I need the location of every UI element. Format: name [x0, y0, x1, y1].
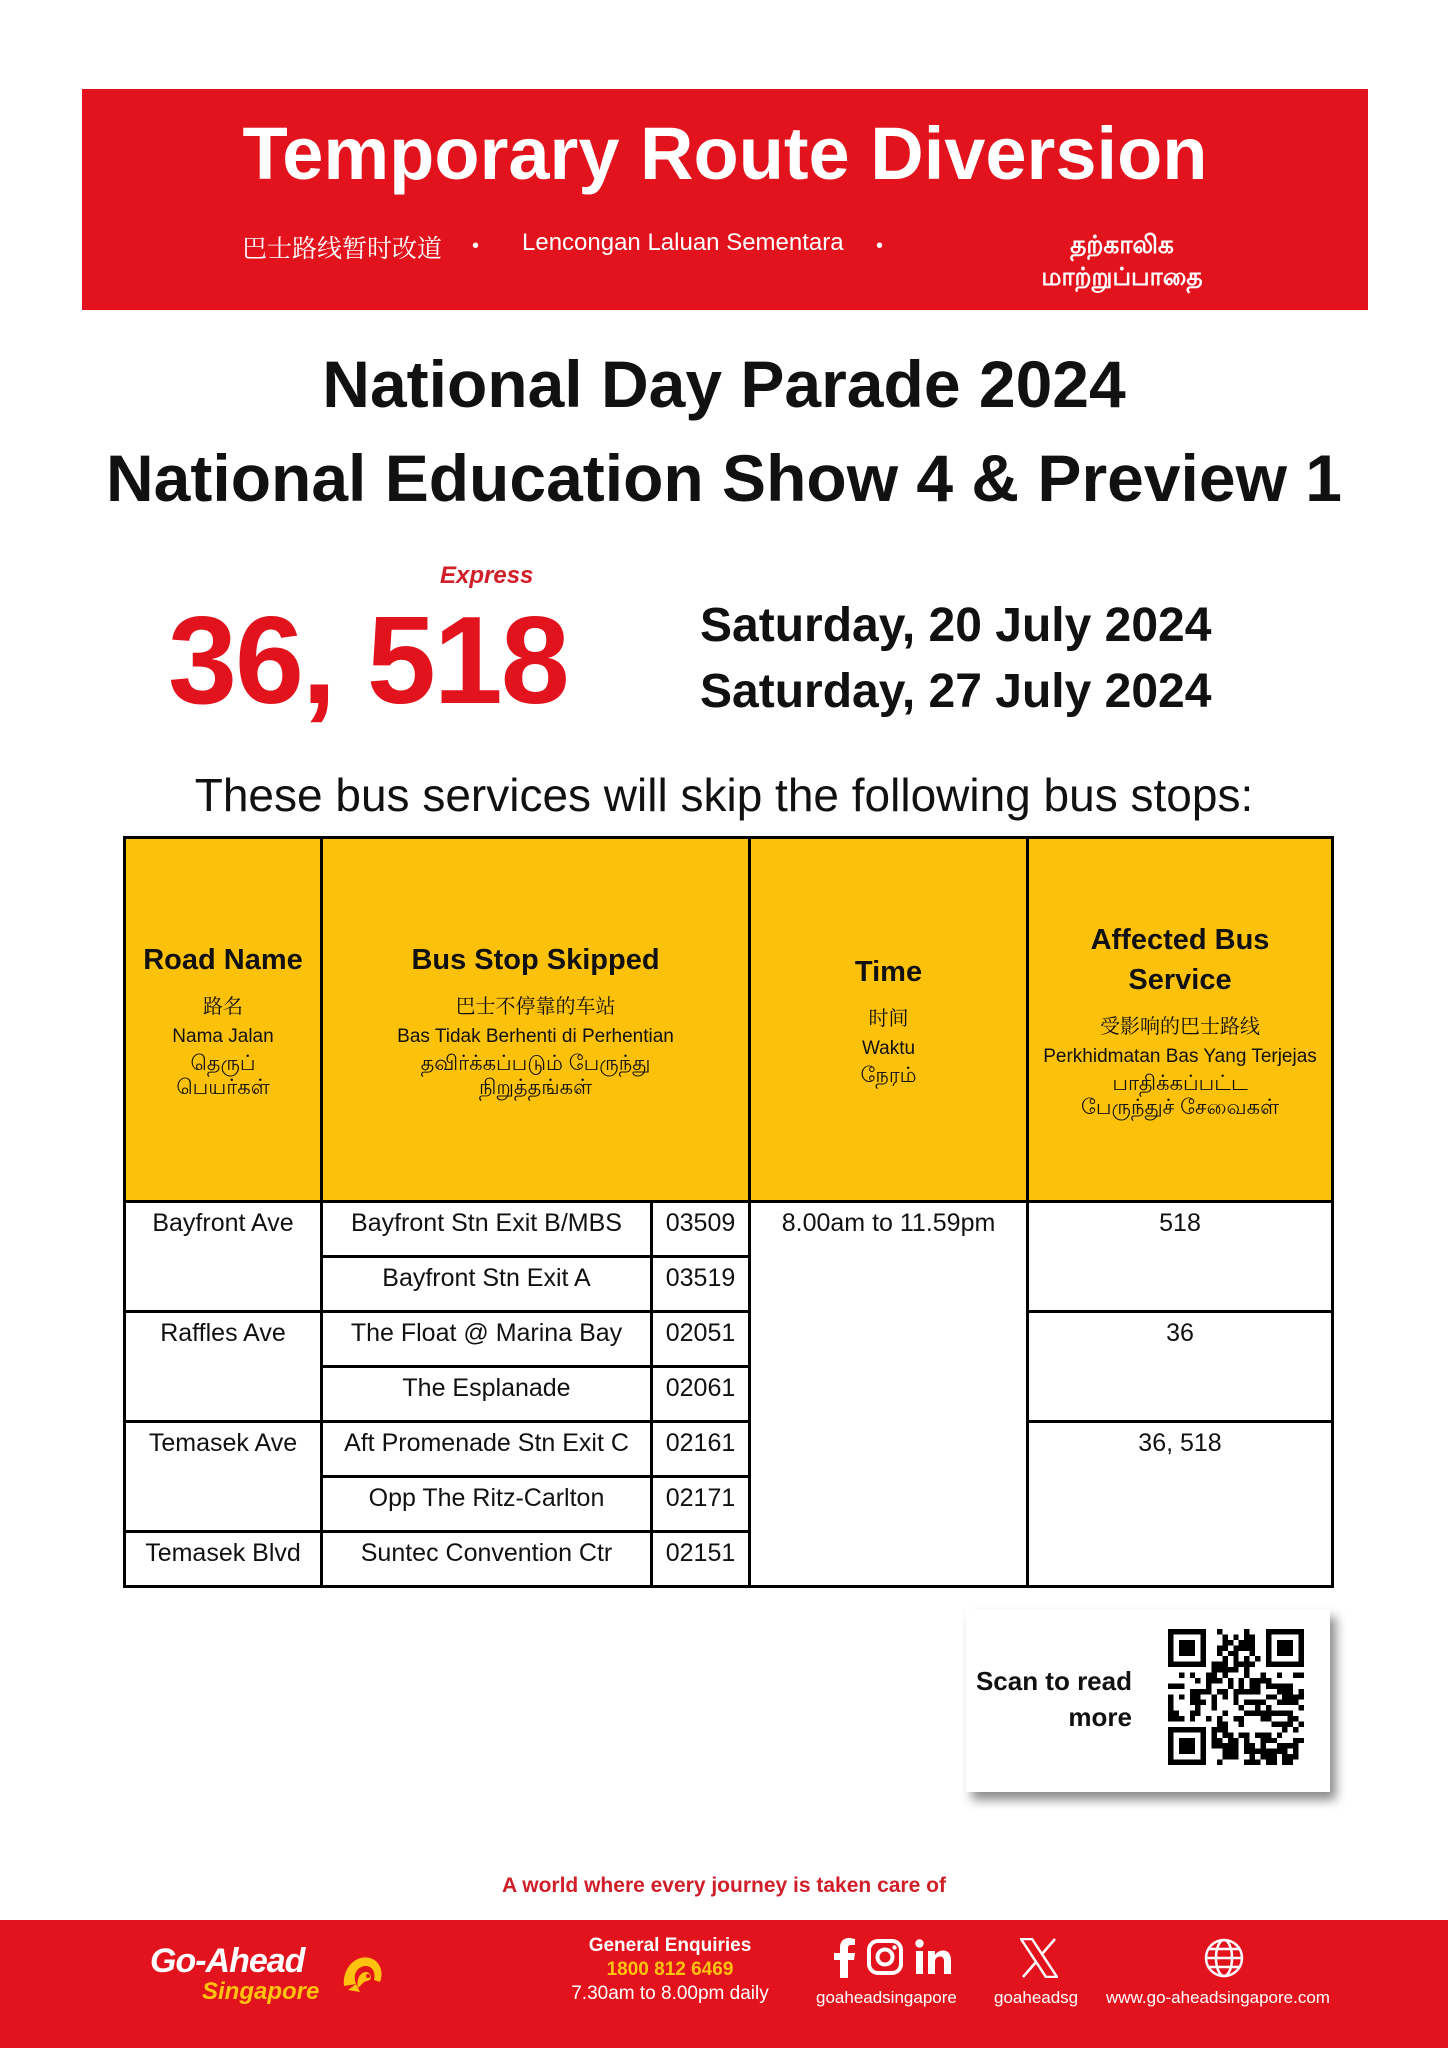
header-stop-ta1: தவிர்க்கப்படும் பேருந்து [420, 1051, 651, 1075]
banner-tamil-line1: தற்காலிக [1070, 231, 1174, 259]
road-cell: Bayfront Ave [125, 1202, 322, 1312]
header-road-zh: 路名 [203, 995, 243, 1018]
road-cell: Raffles Ave [125, 1312, 322, 1422]
service-numbers: 36, 518 [168, 592, 568, 730]
stop-code-cell: 03509 [652, 1202, 750, 1257]
qr-caption-line1: Scan to read [975, 1666, 1132, 1696]
header-road-ta2: பெயர்கள் [176, 1075, 270, 1099]
lion-logo-icon [334, 1946, 390, 2002]
header-time [750, 838, 1028, 1202]
logo-subtext: Singapore [202, 1978, 320, 2005]
header-service-ta1: பாதிக்கப்பட்ட [1112, 1071, 1248, 1095]
x-handle[interactable]: goaheadsg [994, 1988, 1079, 2007]
stop-name-cell: Aft Promenade Stn Exit C [322, 1422, 652, 1477]
qr-caption [966, 1663, 1132, 1735]
stop-name-cell: Suntec Convention Ctr [322, 1532, 652, 1587]
header-service-ta2: பேருந்துச் சேவைகள் [1080, 1095, 1280, 1119]
header-service-zh: 受影响的巴士路线 [1100, 1015, 1261, 1038]
table-row [125, 1422, 1333, 1477]
header-stop-en: Bus Stop Skipped [411, 943, 660, 976]
header-stop-zh: 巴士不停靠的车站 [455, 995, 616, 1018]
facebook-icon[interactable] [832, 1938, 856, 1978]
header-road-ta1: தெருப் [190, 1051, 256, 1075]
header-stop-ms: Bas Tidak Berhenti di Perhentian [397, 1025, 674, 1047]
header-time-en: Time [854, 955, 923, 988]
affected-service-cell: 518 [1028, 1202, 1333, 1312]
time-cell: 8.00am to 11.59pm [750, 1202, 1028, 1587]
stop-code-cell: 03519 [652, 1257, 750, 1312]
event-title-line1: National Day Parade 2024 [322, 347, 1126, 421]
header-service-en1: Affected Bus [1090, 923, 1270, 956]
qr-code-icon[interactable] [1168, 1629, 1304, 1765]
event-title-line2: National Education Show 4 & Preview 1 [106, 441, 1342, 515]
header-road-ms: Nama Jalan [172, 1025, 274, 1047]
banner-separator: • [472, 235, 480, 257]
enquiries-hours: 7.30am to 8.00pm daily [571, 1983, 769, 2004]
stop-name-cell: The Float @ Marina Bay [322, 1312, 652, 1367]
table-row [125, 1202, 1333, 1257]
website-link[interactable]: www.go-aheadsingapore.com [1106, 1988, 1330, 2007]
date-1: Saturday, 20 July 2024 [700, 599, 1212, 652]
tagline: A world where every journey is taken care of [502, 1874, 946, 1897]
header-affected-service [1028, 838, 1333, 1202]
header-time-ta1: நேரம் [860, 1063, 917, 1087]
social-handle[interactable]: goaheadsingapore [816, 1988, 957, 2007]
stop-code-cell: 02161 [652, 1422, 750, 1477]
stop-code-cell: 02051 [652, 1312, 750, 1367]
stop-name-cell: The Esplanade [322, 1367, 652, 1422]
header-time-zh: 时间 [868, 1007, 909, 1030]
banner-tamil [997, 229, 1247, 293]
stop-code-cell: 02151 [652, 1532, 750, 1587]
header-time-ms: Waktu [861, 1037, 916, 1059]
header-road-name [125, 838, 322, 1202]
stop-name-cell: Bayfront Stn Exit B/MBS [322, 1202, 652, 1257]
banner-chinese: 巴士路线暂时改道 [242, 235, 443, 263]
express-label: Express [440, 562, 534, 589]
road-cell: Temasek Ave [125, 1422, 322, 1532]
road-cell: Temasek Blvd [125, 1532, 322, 1587]
stop-code-cell: 02171 [652, 1477, 750, 1532]
skip-notice: These bus services will skip the following bus stops: [194, 769, 1254, 821]
affected-service-cell: 36 [1028, 1312, 1333, 1422]
logo-wordmark: Go-Ahead [150, 1942, 305, 1980]
table-header-row [125, 838, 1333, 1202]
diversion-banner [82, 89, 1368, 310]
go-ahead-logo [150, 1942, 320, 2005]
globe-icon[interactable] [1204, 1938, 1244, 1978]
header-service-ms: Perkhidmatan Bas Yang Terjejas [1043, 1045, 1317, 1067]
banner-separator: • [876, 235, 884, 257]
banner-tamil-line2: மாற்றுப்பாதை [1041, 263, 1203, 291]
qr-card [966, 1609, 1330, 1792]
table-row [125, 1312, 1333, 1367]
stop-name-cell: Opp The Ritz-Carlton [322, 1477, 652, 1532]
affected-service-cell: 36, 518 [1028, 1422, 1333, 1587]
enquiries-label: General Enquiries [588, 1935, 752, 1956]
general-enquiries [570, 1934, 770, 2006]
enquiries-phone[interactable]: 1800 812 6469 [606, 1959, 734, 1980]
banner-malay: Lencongan Laluan Sementara [522, 229, 844, 256]
skipped-stops-table [123, 836, 1334, 1588]
header-road-en: Road Name [143, 943, 303, 976]
x-twitter-icon[interactable] [1020, 1938, 1058, 1978]
banner-title: Temporary Route Diversion [242, 112, 1208, 195]
header-bus-stop-skipped [322, 838, 750, 1202]
stop-code-cell: 02061 [652, 1367, 750, 1422]
instagram-icon[interactable] [866, 1938, 904, 1976]
qr-caption-line2: more [1068, 1702, 1132, 1732]
header-stop-ta2: நிறுத்தங்கள் [478, 1075, 593, 1099]
stop-name-cell: Bayfront Stn Exit A [322, 1257, 652, 1312]
footer-bar [0, 1920, 1448, 2048]
header-service-en2: Service [1128, 963, 1232, 996]
date-2: Saturday, 27 July 2024 [700, 665, 1212, 718]
linkedin-icon[interactable] [914, 1938, 952, 1976]
